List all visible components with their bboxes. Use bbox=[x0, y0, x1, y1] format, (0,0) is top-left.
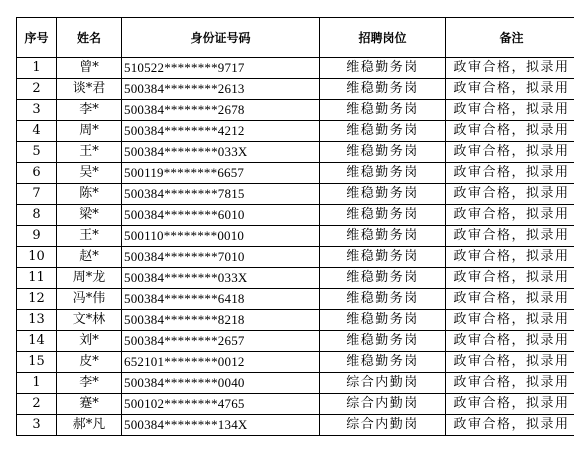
header-position: 招聘岗位 bbox=[320, 18, 446, 58]
table-row bbox=[17, 289, 574, 310]
cell-id-number: 500384********033X bbox=[122, 142, 320, 163]
cell-remarks: 政审合格，拟录用 bbox=[446, 394, 574, 415]
cell-serial-number: 4 bbox=[17, 121, 57, 142]
table-body bbox=[17, 58, 574, 436]
header-remarks: 备注 bbox=[446, 18, 574, 58]
cell-serial-number: 1 bbox=[17, 58, 57, 79]
cell-serial-number: 3 bbox=[17, 415, 57, 436]
cell-serial-number: 5 bbox=[17, 142, 57, 163]
cell-position: 维稳勤务岗 bbox=[320, 100, 446, 121]
cell-serial-number: 12 bbox=[17, 289, 57, 310]
cell-remarks: 政审合格，拟录用 bbox=[446, 205, 574, 226]
cell-remarks: 政审合格，拟录用 bbox=[446, 226, 574, 247]
cell-remarks: 政审合格，拟录用 bbox=[446, 415, 574, 436]
cell-remarks: 政审合格，拟录用 bbox=[446, 142, 574, 163]
table-row bbox=[17, 163, 574, 184]
cell-serial-number: 10 bbox=[17, 247, 57, 268]
cell-name: 曾* bbox=[57, 58, 122, 79]
cell-id-number: 500384********6010 bbox=[122, 205, 320, 226]
header-serial-number: 序号 bbox=[17, 18, 57, 58]
cell-position: 综合内勤岗 bbox=[320, 415, 446, 436]
cell-remarks: 政审合格，拟录用 bbox=[446, 373, 574, 394]
cell-remarks: 政审合格，拟录用 bbox=[446, 58, 574, 79]
cell-id-number: 500384********0040 bbox=[122, 373, 320, 394]
cell-id-number: 500384********2657 bbox=[122, 331, 320, 352]
cell-remarks: 政审合格，拟录用 bbox=[446, 289, 574, 310]
table-row bbox=[17, 121, 574, 142]
cell-serial-number: 1 bbox=[17, 373, 57, 394]
table-row bbox=[17, 331, 574, 352]
table-row bbox=[17, 310, 574, 331]
cell-position: 维稳勤务岗 bbox=[320, 310, 446, 331]
table-row bbox=[17, 100, 574, 121]
table-row bbox=[17, 184, 574, 205]
cell-name: 周* bbox=[57, 121, 122, 142]
cell-name: 李* bbox=[57, 373, 122, 394]
cell-serial-number: 6 bbox=[17, 163, 57, 184]
cell-position: 维稳勤务岗 bbox=[320, 184, 446, 205]
cell-serial-number: 7 bbox=[17, 184, 57, 205]
table-header bbox=[17, 18, 574, 58]
cell-remarks: 政审合格，拟录用 bbox=[446, 352, 574, 373]
candidate-table bbox=[16, 17, 574, 436]
cell-id-number: 500384********8218 bbox=[122, 310, 320, 331]
cell-position: 维稳勤务岗 bbox=[320, 163, 446, 184]
cell-name: 郝*凡 bbox=[57, 415, 122, 436]
cell-name: 李* bbox=[57, 100, 122, 121]
cell-id-number: 500384********033X bbox=[122, 268, 320, 289]
cell-serial-number: 13 bbox=[17, 310, 57, 331]
cell-id-number: 500384********4212 bbox=[122, 121, 320, 142]
cell-position: 维稳勤务岗 bbox=[320, 121, 446, 142]
cell-name: 赵* bbox=[57, 247, 122, 268]
table-row bbox=[17, 79, 574, 100]
cell-serial-number: 3 bbox=[17, 100, 57, 121]
cell-id-number: 510522********9717 bbox=[122, 58, 320, 79]
cell-position: 维稳勤务岗 bbox=[320, 352, 446, 373]
cell-name: 皮* bbox=[57, 352, 122, 373]
table-row bbox=[17, 268, 574, 289]
cell-serial-number: 2 bbox=[17, 394, 57, 415]
cell-id-number: 652101********0012 bbox=[122, 352, 320, 373]
cell-name: 王* bbox=[57, 226, 122, 247]
header-name: 姓名 bbox=[57, 18, 122, 58]
cell-id-number: 500110********0010 bbox=[122, 226, 320, 247]
cell-name: 陈* bbox=[57, 184, 122, 205]
cell-serial-number: 11 bbox=[17, 268, 57, 289]
cell-id-number: 500384********2613 bbox=[122, 79, 320, 100]
cell-name: 谈*君 bbox=[57, 79, 122, 100]
cell-position: 维稳勤务岗 bbox=[320, 247, 446, 268]
cell-name: 梁* bbox=[57, 205, 122, 226]
cell-position: 维稳勤务岗 bbox=[320, 331, 446, 352]
cell-name: 吴* bbox=[57, 163, 122, 184]
table-row bbox=[17, 373, 574, 394]
cell-remarks: 政审合格，拟录用 bbox=[446, 100, 574, 121]
table-row bbox=[17, 142, 574, 163]
cell-serial-number: 8 bbox=[17, 205, 57, 226]
cell-position: 维稳勤务岗 bbox=[320, 58, 446, 79]
cell-position: 维稳勤务岗 bbox=[320, 289, 446, 310]
cell-remarks: 政审合格，拟录用 bbox=[446, 121, 574, 142]
cell-name: 刘* bbox=[57, 331, 122, 352]
cell-id-number: 500102********4765 bbox=[122, 394, 320, 415]
cell-remarks: 政审合格，拟录用 bbox=[446, 79, 574, 100]
cell-id-number: 500384********134X bbox=[122, 415, 320, 436]
table-row bbox=[17, 58, 574, 79]
cell-position: 综合内勤岗 bbox=[320, 394, 446, 415]
cell-remarks: 政审合格，拟录用 bbox=[446, 184, 574, 205]
table-row bbox=[17, 205, 574, 226]
cell-serial-number: 2 bbox=[17, 79, 57, 100]
cell-remarks: 政审合格，拟录用 bbox=[446, 310, 574, 331]
cell-position: 综合内勤岗 bbox=[320, 373, 446, 394]
cell-position: 维稳勤务岗 bbox=[320, 268, 446, 289]
cell-serial-number: 15 bbox=[17, 352, 57, 373]
cell-position: 维稳勤务岗 bbox=[320, 79, 446, 100]
cell-serial-number: 14 bbox=[17, 331, 57, 352]
table-row bbox=[17, 394, 574, 415]
table-row bbox=[17, 226, 574, 247]
table-row bbox=[17, 352, 574, 373]
cell-position: 维稳勤务岗 bbox=[320, 226, 446, 247]
cell-remarks: 政审合格，拟录用 bbox=[446, 163, 574, 184]
cell-position: 维稳勤务岗 bbox=[320, 205, 446, 226]
cell-id-number: 500119********6657 bbox=[122, 163, 320, 184]
cell-id-number: 500384********2678 bbox=[122, 100, 320, 121]
cell-name: 蹇* bbox=[57, 394, 122, 415]
cell-name: 周*龙 bbox=[57, 268, 122, 289]
header-row bbox=[17, 18, 574, 58]
cell-remarks: 政审合格，拟录用 bbox=[446, 268, 574, 289]
cell-position: 维稳勤务岗 bbox=[320, 142, 446, 163]
cell-remarks: 政审合格，拟录用 bbox=[446, 247, 574, 268]
cell-name: 文*林 bbox=[57, 310, 122, 331]
cell-id-number: 500384********7010 bbox=[122, 247, 320, 268]
header-id-number: 身份证号码 bbox=[122, 18, 320, 58]
cell-id-number: 500384********6418 bbox=[122, 289, 320, 310]
cell-id-number: 500384********7815 bbox=[122, 184, 320, 205]
cell-name: 冯*伟 bbox=[57, 289, 122, 310]
table-row bbox=[17, 415, 574, 436]
cell-serial-number: 9 bbox=[17, 226, 57, 247]
cell-name: 王* bbox=[57, 142, 122, 163]
cell-remarks: 政审合格，拟录用 bbox=[446, 331, 574, 352]
table-row bbox=[17, 247, 574, 268]
